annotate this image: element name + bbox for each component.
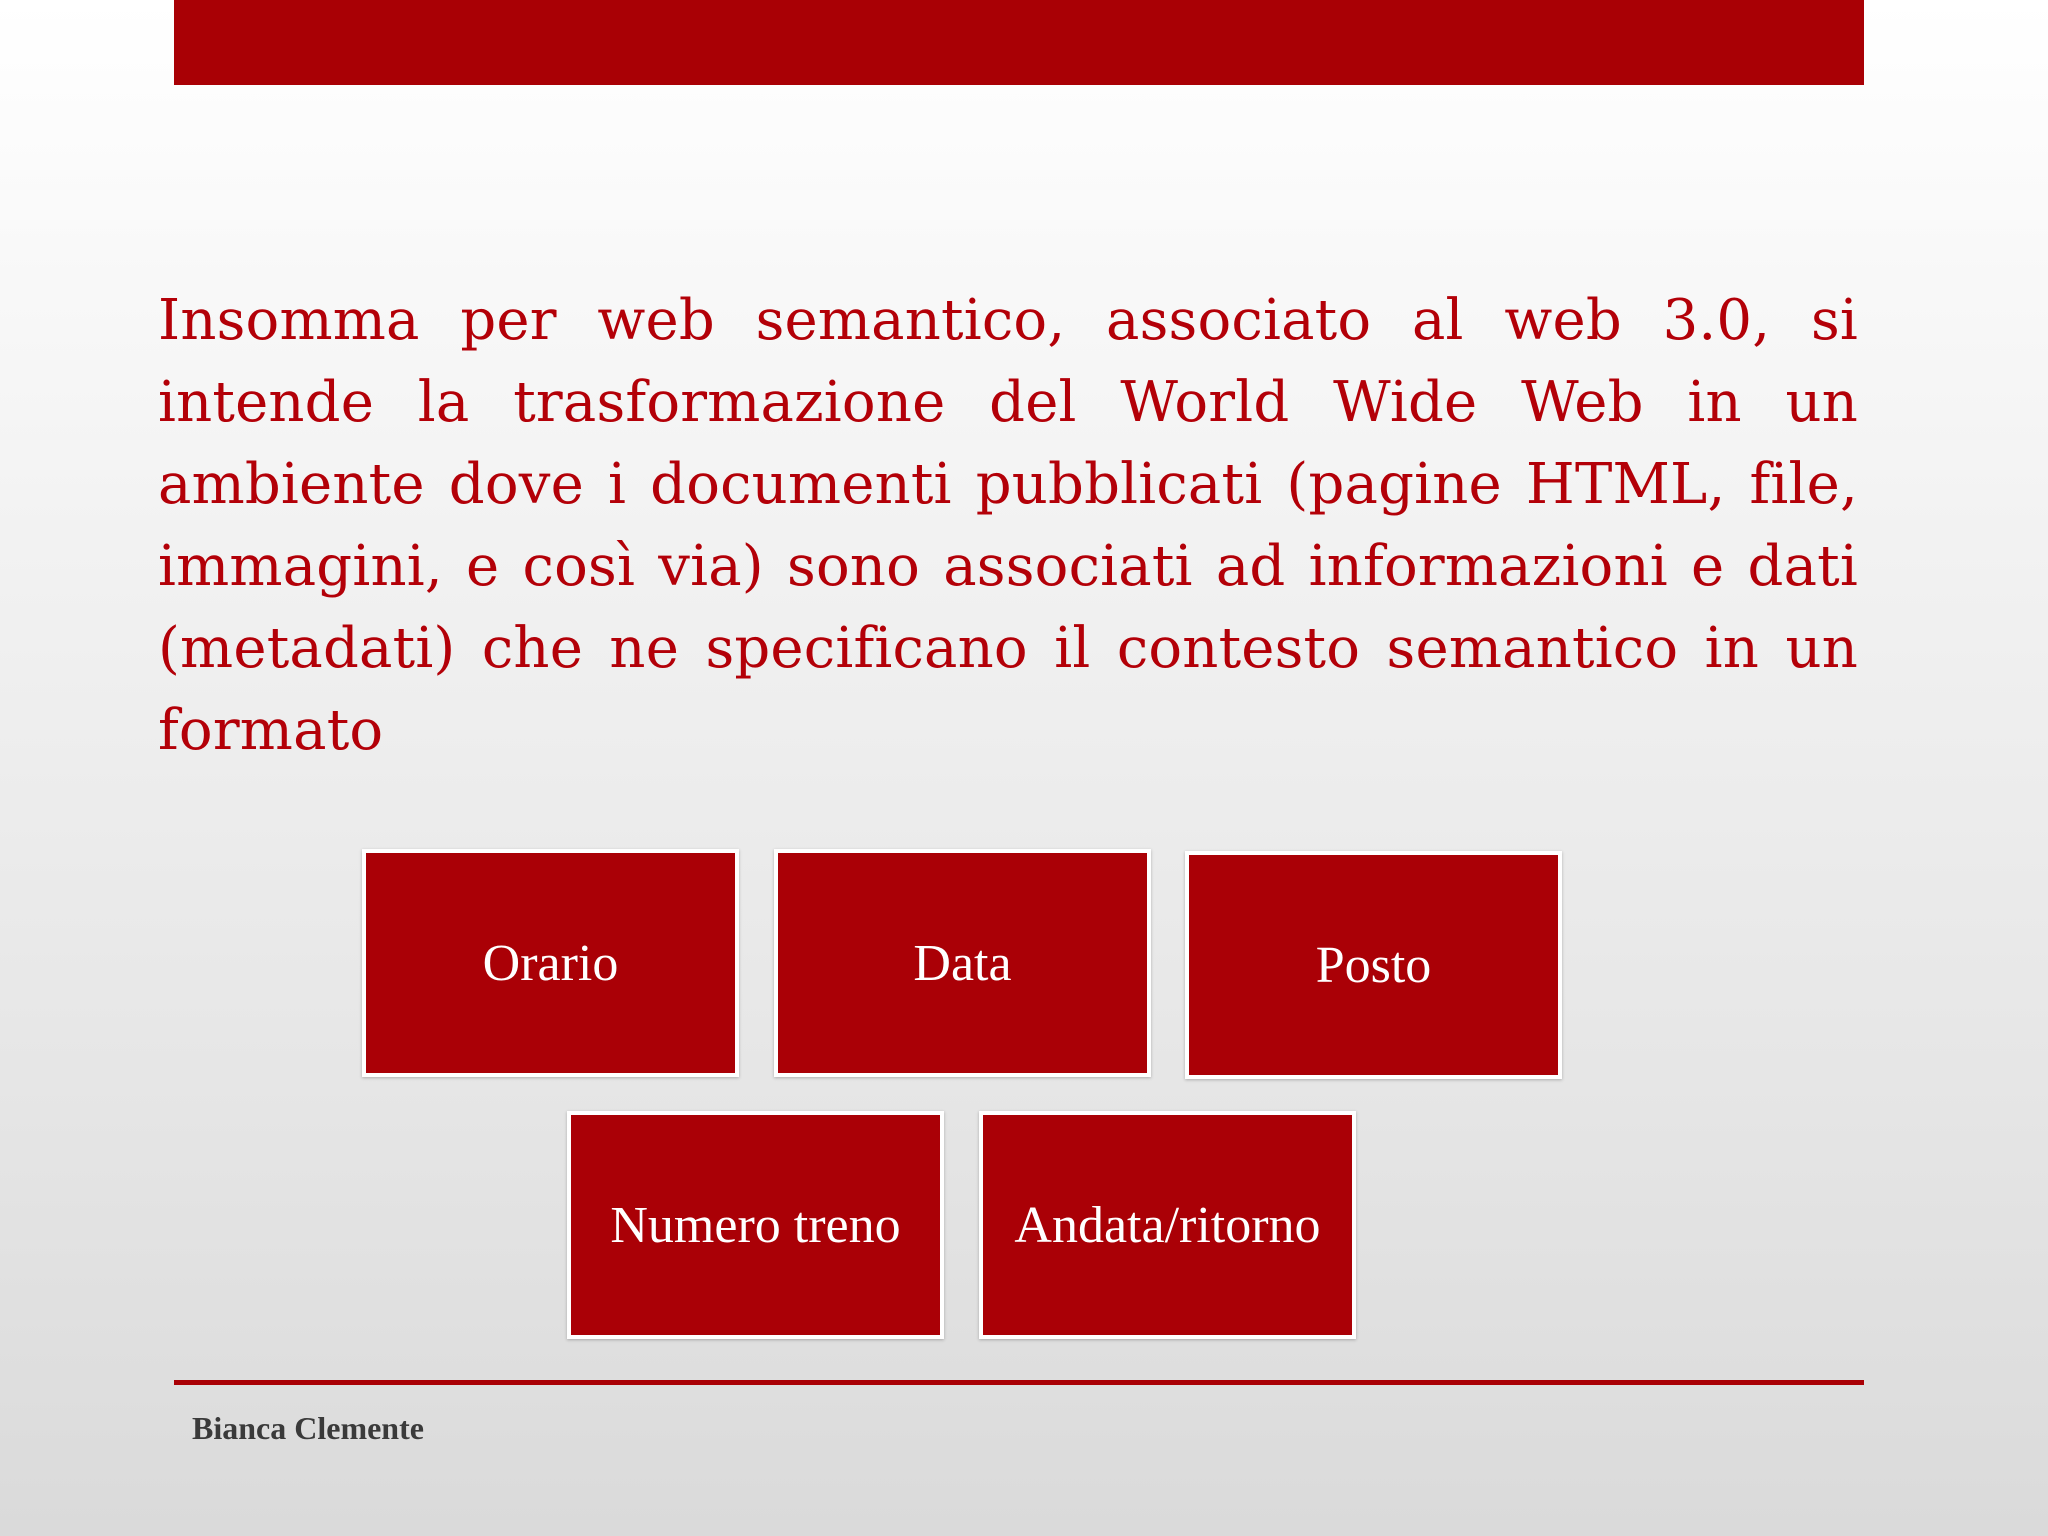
box-posto — [1185, 851, 1562, 1079]
box-andata-ritorno — [979, 1111, 1356, 1339]
author-name: Bianca Clemente — [192, 1410, 424, 1446]
box-numero-treno — [567, 1111, 944, 1339]
box-label: Posto — [1315, 936, 1432, 994]
box-data — [774, 849, 1151, 1077]
footer-divider — [174, 1380, 1864, 1385]
box-orario — [362, 849, 739, 1077]
box-label: Numero treno — [610, 1196, 901, 1254]
box-label: Data — [913, 934, 1012, 992]
box-label: Orario — [482, 934, 619, 992]
header-bar — [174, 0, 1864, 85]
slide-body-text: Insomma per web semantico, associato al web 3.0, si intende la trasformazione del World Wide Web in un ambiente dove i documenti pubblicati (pagine HTML, file, immagini, e così via) sono associati ad informazioni e dati (metadati) che ne specificano il contesto semantico in un formato — [158, 288, 1858, 763]
box-label: Andata/ritorno — [1014, 1196, 1321, 1254]
